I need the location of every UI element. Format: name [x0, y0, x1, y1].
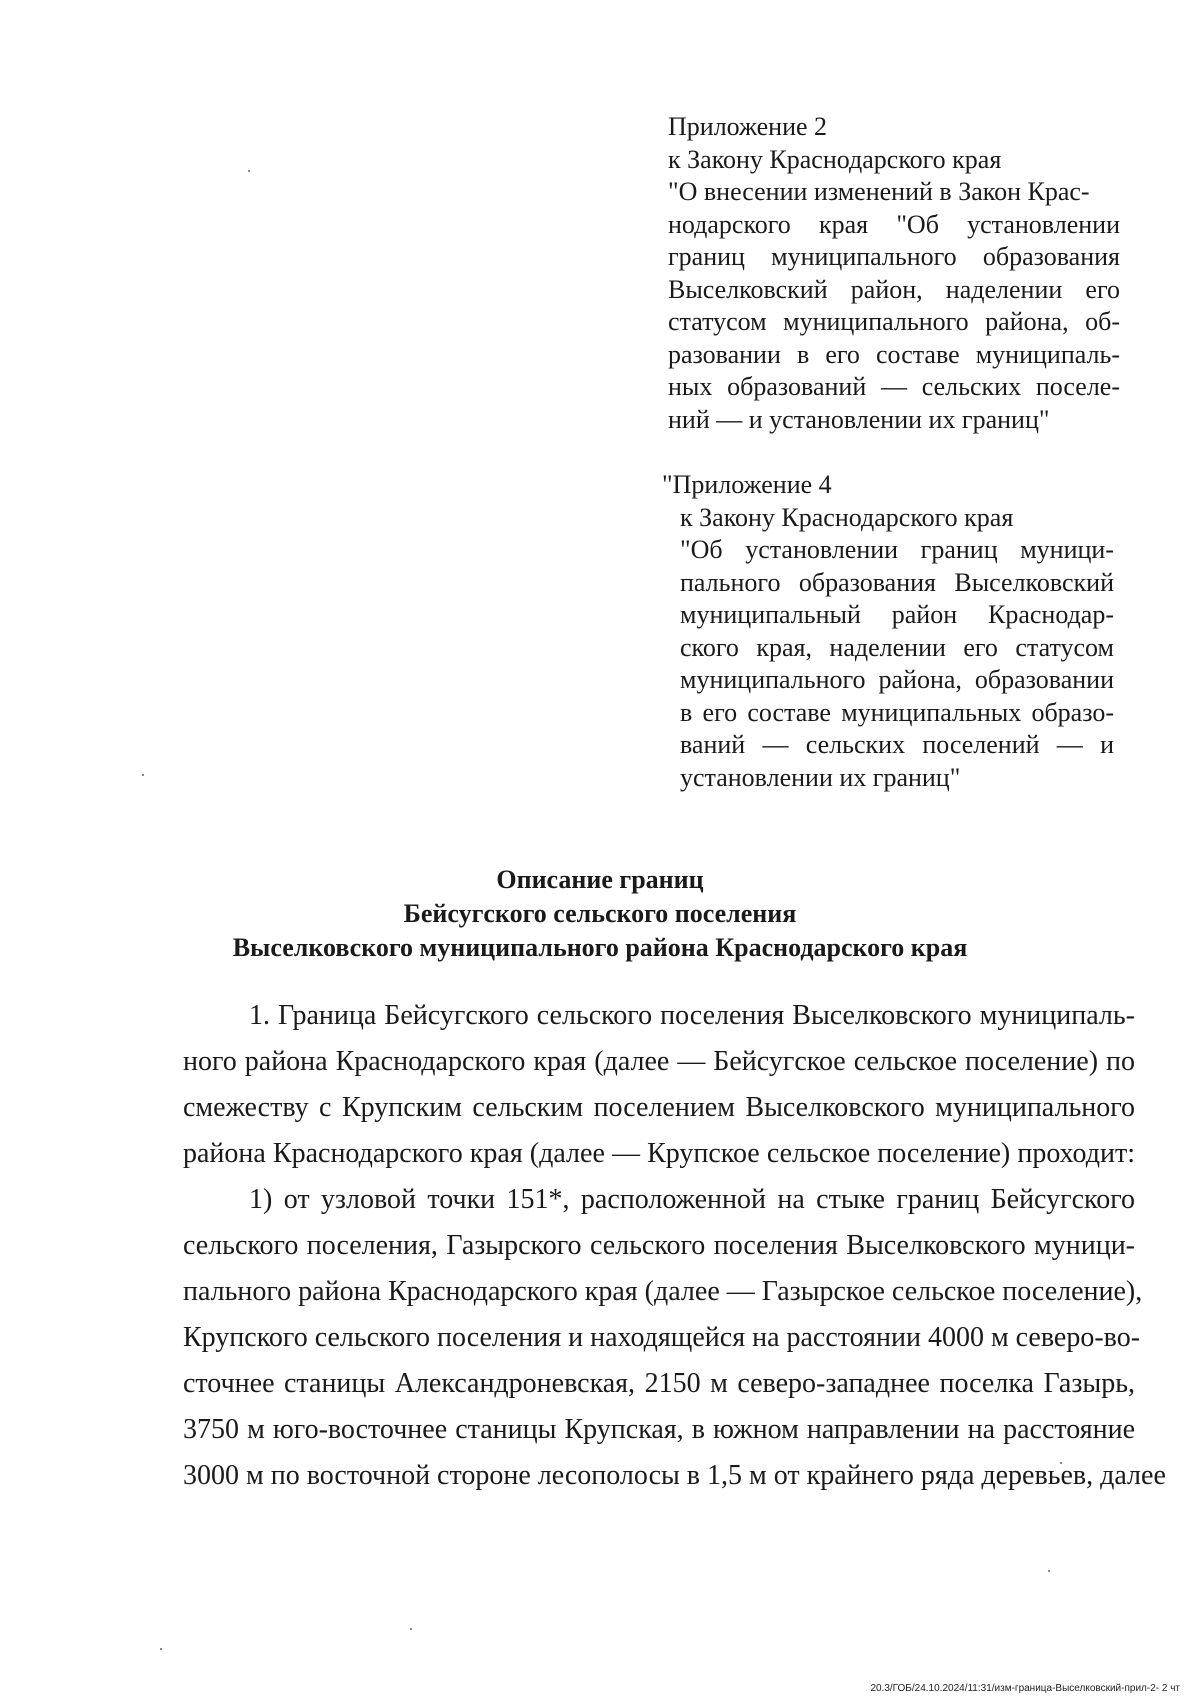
body-line: 3750 м юго-восточнее станицы Крупская, в южном направлении на расстояние	[183, 1414, 1135, 1445]
appendix-4-line: "Об установлении границ муници-	[680, 535, 1114, 564]
document-heading	[0, 863, 1200, 965]
appendix-4-line: ского края, наделении его статусом	[680, 632, 1114, 662]
appendix-2-line: "О внесении изменений в Закон Крас-	[668, 177, 1090, 206]
body-line: пального района Краснодарского края (далее — Газырское сельское поселение),	[183, 1276, 1143, 1307]
body-line: района Краснодарского края (далее — Крупское сельское поселение) проходит:	[183, 1138, 1135, 1169]
body-line: 1. Граница Бейсугского сельского поселения Выселковского муниципаль-	[249, 1000, 1135, 1031]
appendix-2-line: границ муниципального образования	[668, 242, 1120, 271]
appendix-4-line: ваний — сельских поселений — и	[680, 730, 1114, 759]
appendix-4-reference	[662, 469, 1114, 794]
document-footer-code: 20.3/ГОБ/24.10.2024/11:31/изм-граница-Выселковский-прил-2- 2 чт	[870, 1683, 1180, 1694]
appendix-2-line: разовании в его составе муниципаль-	[668, 339, 1120, 369]
appendix-4-line: в его составе муниципальных образо-	[680, 697, 1114, 727]
appendix-2-line: Выселковский район, наделении его	[668, 274, 1120, 304]
appendix-2-reference	[668, 111, 1120, 436]
body-line: ного района Краснодарского края (далее — Бейсугское сельское поселение) по	[183, 1046, 1135, 1077]
appendix-2-line: нодарского края "Об установлении	[668, 209, 1120, 239]
body-line: 1) от узловой точки 151*, расположенной на стыке границ Бейсугского	[249, 1184, 1135, 1215]
scan-speck	[160, 1648, 162, 1650]
appendix-2-line: к Закону Краснодарского края	[668, 144, 1002, 174]
paragraph-2	[183, 1177, 1166, 1499]
body-line: смежеству с Крупским сельским поселением Выселковского муниципального	[183, 1092, 1135, 1123]
appendix-4-line: муниципальный район Краснодар-	[680, 600, 1114, 629]
appendix-4-line: муниципального района, образовании	[680, 665, 1114, 694]
body-line: сточнее станицы Александроневская, 2150 м северо-западнее поселка Газырь,	[183, 1368, 1135, 1399]
appendix-4-line: к Закону Краснодарского края	[680, 502, 1014, 532]
paragraph-1	[183, 993, 1135, 1177]
body-line: сельского поселения, Газырского сельского поселения Выселковского муници-	[183, 1230, 1135, 1261]
scan-speck	[410, 1628, 412, 1630]
appendix-2-line: Приложение 2	[668, 112, 828, 141]
appendix-2-line: статусом муниципального района, об-	[668, 307, 1120, 336]
appendix-4-line: установлении их границ"	[680, 762, 961, 792]
body-line: Крупского сельского поселения и находящейся на расстоянии 4000 м северо-во-	[183, 1322, 1141, 1353]
heading-line: Бейсугского сельского поселения	[403, 899, 797, 928]
appendix-2-line: ний — и установлении их границ"	[668, 404, 1050, 434]
appendix-2-line: ных образований — сельских поселе-	[668, 372, 1120, 401]
heading-line: Описание границ	[496, 865, 704, 894]
body-line: 3000 м по восточной стороне лесополосы в 1,5 м от крайнего ряда деревьев, далее	[183, 1460, 1166, 1491]
document-body	[183, 993, 1166, 1499]
scan-speck	[248, 170, 250, 172]
appendix-4-line: "Приложение 4	[662, 470, 832, 499]
heading-line: Выселковского муниципального района Краснодарского края	[232, 933, 968, 962]
scan-speck	[142, 774, 144, 776]
scan-speck	[1048, 1570, 1050, 1572]
appendix-4-line: пального образования Выселковский	[680, 567, 1114, 597]
